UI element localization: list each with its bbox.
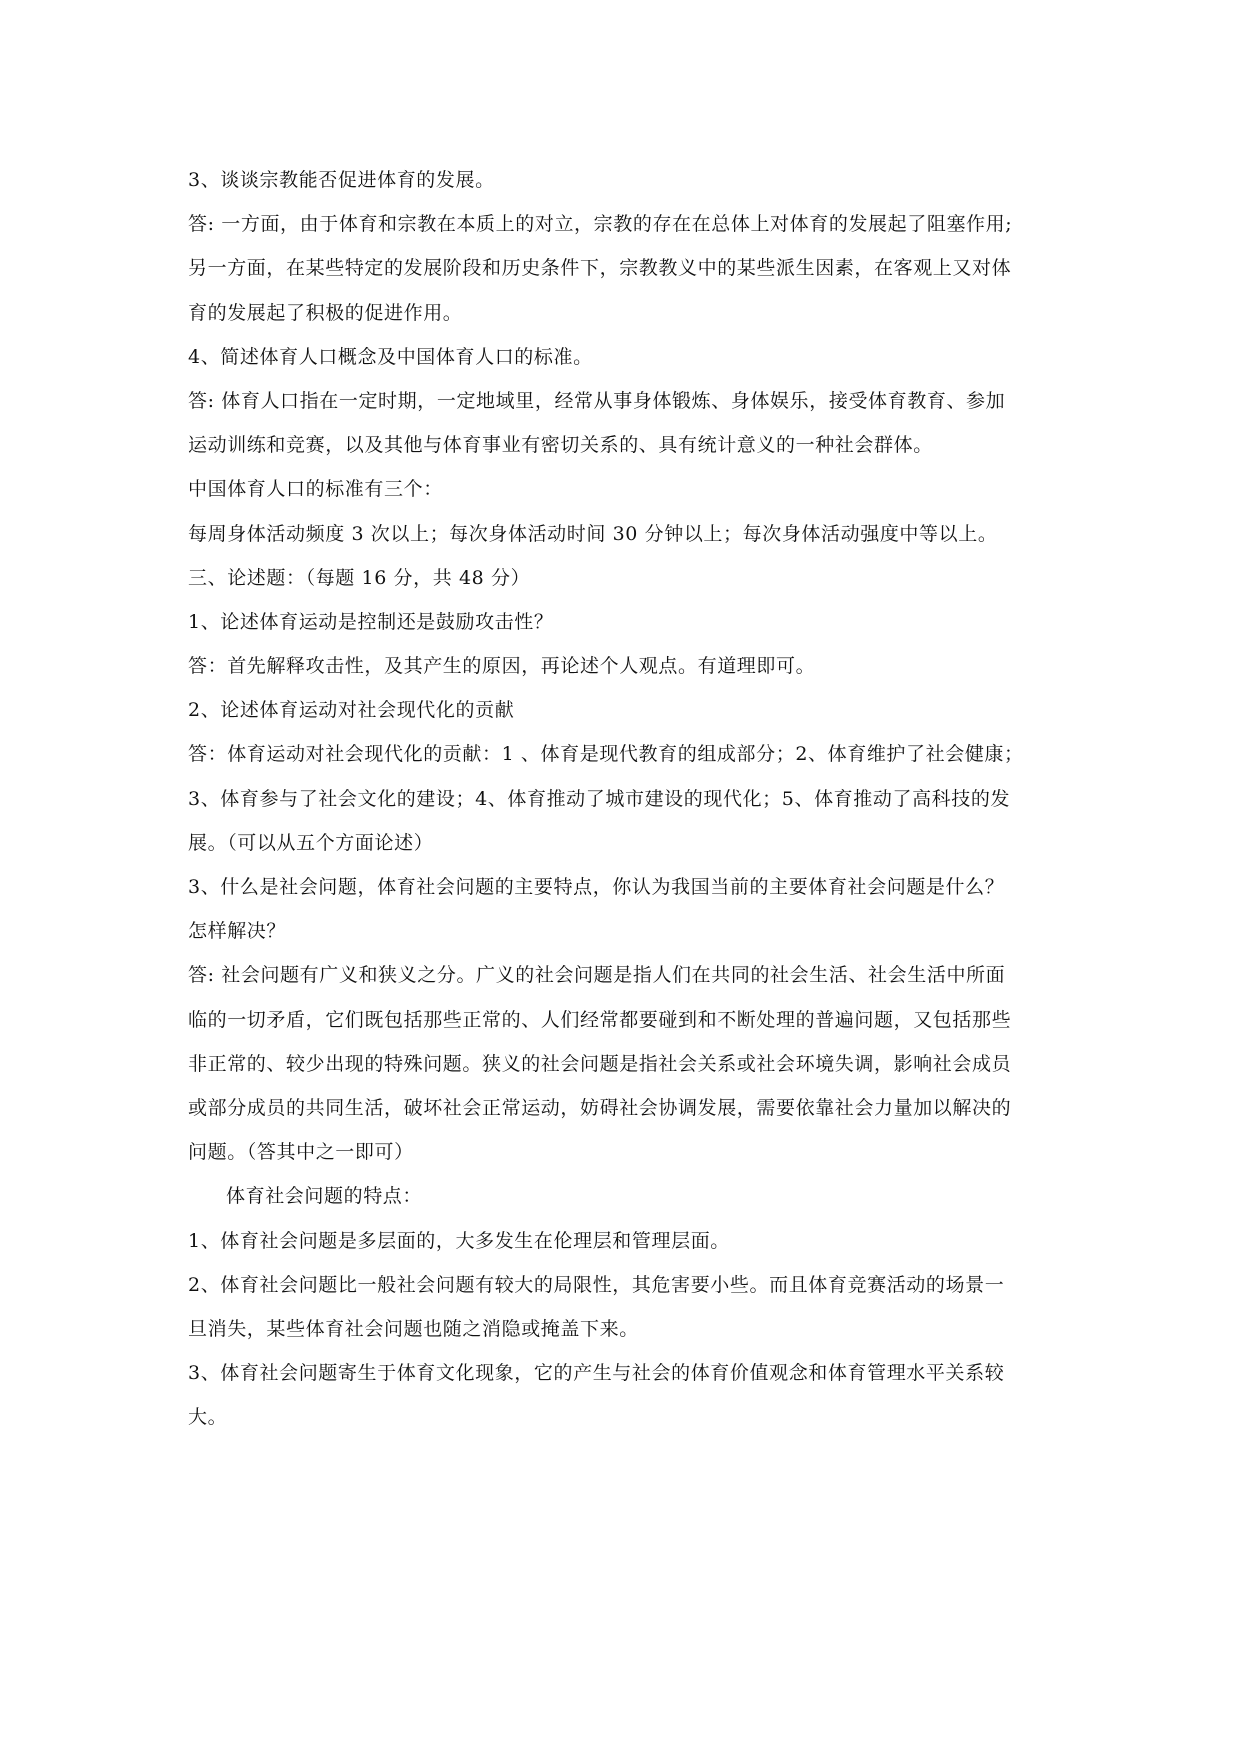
- answer-paragraph-line: 或部分成员的共同生活，破坏社会正常运动，妨碍社会协调发展，需要依靠社会力量加以解决的: [188, 1096, 1012, 1119]
- answer-paragraph-line: 另一方面，在某些特定的发展阶段和历史条件下，宗教教义中的某些派生因素，在客观上又对体: [188, 257, 1012, 280]
- answer-paragraph-line: 答：首先解释攻击性，及其产生的原因，再论述个人观点。有道理即可。: [188, 655, 816, 678]
- document-body: [188, 158, 1054, 1439]
- answer-paragraph-line: 答: 社会问题有广义和狭义之分。广义的社会问题是指人们在共同的社会生活、社会生活中所面: [188, 964, 1006, 987]
- answer-paragraph-line: 问题。（答其中之一即可）: [188, 1141, 414, 1164]
- answer-paragraph-line: 展。（可以从五个方面论述）: [188, 831, 434, 854]
- answer-paragraph-line: 非正常的、较少出现的特殊问题。狭义的社会问题是指社会关系或社会环境失调，影响社会成员: [188, 1052, 1012, 1075]
- answer-paragraph-line: 3、体育参与了社会文化的建设；4、体育推动了城市建设的现代化；5、体育推动了高科技的发: [188, 787, 1011, 810]
- answer-paragraph-line: 临的一切矛盾，它们既包括那些正常的、人们经常都要碰到和不断处理的普遍问题，又包括那些: [188, 1008, 1012, 1031]
- answer-paragraph-line: 育的发展起了积极的促进作用。: [188, 301, 463, 324]
- standard-heading: 中国体育人口的标准有三个：: [188, 478, 443, 501]
- essay-question-1: 1、论述体育运动是控制还是鼓励攻击性？: [188, 610, 554, 633]
- feature-item-2-continuation: 旦消失，某些体育社会问题也随之消隐或掩盖下来。: [188, 1317, 639, 1340]
- answer-paragraph-line: 答: 一方面，由于体育和宗教在本质上的对立，宗教的存在在总体上对体育的发展起了阻塞作用;: [188, 213, 1013, 236]
- feature-item-3-continuation: 大。: [188, 1406, 228, 1429]
- feature-item-1: 1、体育社会问题是多层面的，大多发生在伦理层和管理层面。: [188, 1229, 730, 1252]
- question-3-religion: 3、谈谈宗教能否促进体育的发展。: [188, 169, 495, 191]
- question-4-sports-population: 4、简述体育人口概念及中国体育人口的标准。: [188, 345, 593, 368]
- section-heading-essay: 三、论述题：（每题 16 分，共 48 分）: [188, 566, 531, 589]
- standard-details: 每周身体活动频度 3 次以上；每次身体活动时间 30 分钟以上；每次身体活动强度中等以上。: [188, 522, 998, 545]
- answer-paragraph-line: 答：体育运动对社会现代化的贡献：1 、体育是现代教育的组成部分；2、体育维护了社会健康；: [188, 743, 1024, 766]
- essay-question-2: 2、论述体育运动对社会现代化的贡献: [188, 699, 515, 722]
- feature-item-3: 3、体育社会问题寄生于体育文化现象，它的产生与社会的体育价值观念和体育管理水平关系较: [188, 1362, 1005, 1385]
- essay-question-3-continuation: 怎样解决？: [188, 920, 287, 943]
- answer-paragraph-line: 答: 体育人口指在一定时期，一定地域里，经常从事身体锻炼、身体娱乐，接受体育教育、参加: [188, 389, 1006, 412]
- features-heading: 体育社会问题的特点：: [226, 1185, 423, 1208]
- essay-question-3: 3、什么是社会问题，体育社会问题的主要特点，你认为我国当前的主要体育社会问题是什么？: [188, 876, 1005, 898]
- feature-item-2: 2、体育社会问题比一般社会问题有较大的局限性，其危害要小些。而且体育竞赛活动的场景一: [188, 1273, 1005, 1296]
- answer-paragraph-line: 运动训练和竞赛，以及其他与体育事业有密切关系的、具有统计意义的一种社会群体。: [188, 434, 933, 457]
